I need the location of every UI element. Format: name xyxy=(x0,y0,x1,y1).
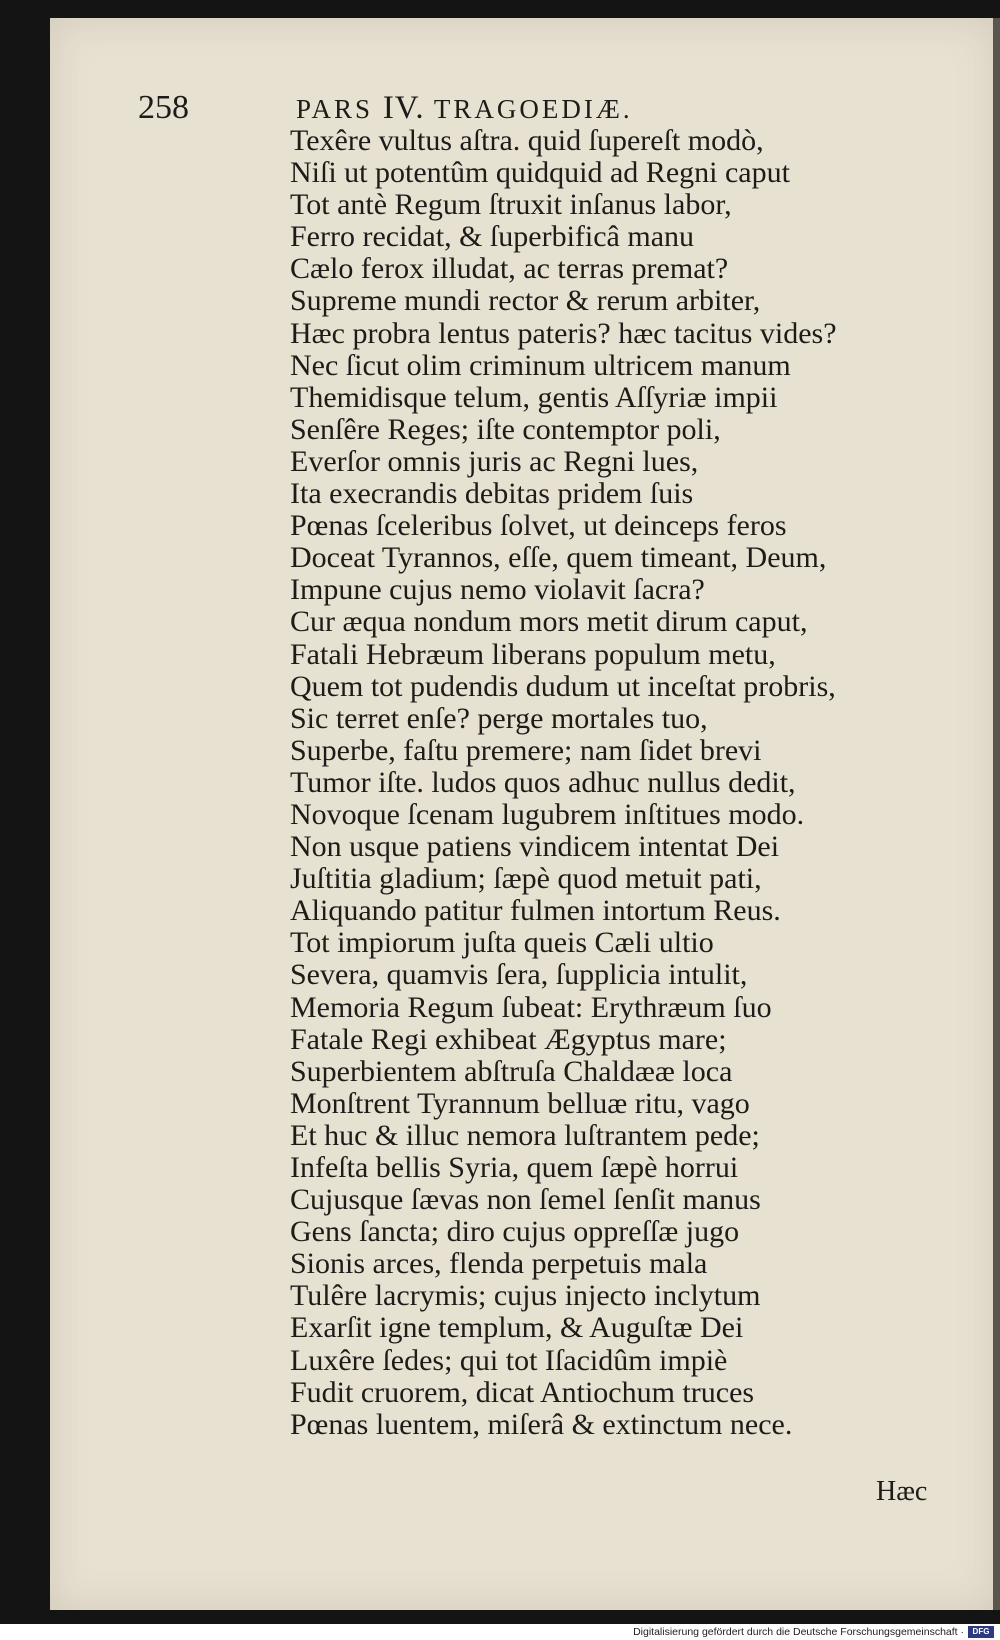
verse-line: Superbe, faſtu premere; nam ſidet brevi xyxy=(290,733,762,767)
verse-line: Memoria Regum ſubeat: Erythræum ſuo xyxy=(290,990,772,1024)
verse-line: Fatale Regi exhibeat Ægyptus mare; xyxy=(290,1022,727,1056)
verse-line: Novoque ſcenam lugubrem inſtitues modo. xyxy=(290,797,805,831)
verse-line: Tumor iſte. ludos quos adhuc nullus dedit, xyxy=(290,765,796,799)
verse-line: Themidisque telum, gentis Aſſyriæ impii xyxy=(290,380,778,414)
verse-line: Fatali Hebræum liberans populum metu, xyxy=(290,637,776,671)
verse-line: Senſêre Reges; iſte contemptor poli, xyxy=(290,412,721,446)
verse-line: Gens ſancta; diro cujus oppreſſæ jugo xyxy=(290,1215,740,1249)
catchword: Hæc xyxy=(876,1476,928,1507)
verse-line: Fudit cruorem, dicat Antiochum truces xyxy=(290,1375,755,1409)
verse-line: Quem tot pudendis dudum ut inceſtat probris, xyxy=(290,669,836,703)
footer-credit: Digitalisierung gefördert durch die Deutsche Forschungsgemeinschaft · xyxy=(633,1626,964,1638)
verse-line: Ferro recidat, & ſuperbificâ manu xyxy=(290,220,695,254)
verse-line: Texêre vultus aſtra. quid ſupereſt modò, xyxy=(290,124,764,157)
running-head-roman: IV. xyxy=(382,90,425,126)
verse-line: Non usque patiens vindicem intentat Dei xyxy=(290,830,780,864)
page-number: 258 xyxy=(138,89,189,126)
verse-line: Pœnas luentem, miſerâ & extinctum nece. xyxy=(290,1407,793,1441)
verse-line: Sic terret enſe? perge mortales tuo, xyxy=(290,701,708,735)
verse-line: Niſi ut potentûm quidquid ad Regni caput xyxy=(290,156,790,190)
verse-line: Cælo ferox illudat, ac terras premat? xyxy=(290,252,729,286)
verse-line: Ita execrandis debitas pridem ſuis xyxy=(290,477,694,511)
dfg-logo: DFG xyxy=(968,1626,994,1638)
verse-line: Aliquando patitur fulmen intortum Reus. xyxy=(290,894,781,928)
verse-line: Tot antè Regum ſtruxit inſanus labor, xyxy=(290,188,732,222)
verse-line: Luxêre ſedes; qui tot Iſacidûm impiè xyxy=(290,1343,728,1377)
running-head-pars: PARS xyxy=(296,94,374,124)
verse-line: Juſtitia gladium; ſæpè quod metuit pati, xyxy=(290,862,762,896)
verse-text xyxy=(290,125,980,1441)
page-edge xyxy=(993,18,1000,1610)
verse-line: Infeſta bellis Syria, quem ſæpè horrui xyxy=(290,1151,739,1184)
verse-line: Severa, quamvis ſera, ſupplicia intulit, xyxy=(290,958,748,992)
verse-line: Sionis arces, flenda perpetuis mala xyxy=(290,1247,708,1281)
running-head xyxy=(296,88,633,129)
verse-line: Nec ſicut olim criminum ultricem manum xyxy=(290,348,791,382)
verse-line: Everſor omnis juris ac Regni lues, xyxy=(290,444,699,478)
verse-line: Tot impiorum juſta queis Cæli ultio xyxy=(290,926,714,960)
running-head-title: TRAGOEDIÆ. xyxy=(433,94,633,124)
verse-line: Cur æqua nondum mors metit dirum caput, xyxy=(290,605,808,639)
verse-line: Hæc probra lentus pateris? hæc tacitus vides? xyxy=(290,316,837,350)
verse-line: Monſtrent Tyrannum belluæ ritu, vago xyxy=(290,1086,750,1120)
verse-line: Et huc & illuc nemora luſtrantem pede; xyxy=(290,1118,760,1152)
verse-line: Pœnas ſceleribus ſolvet, ut deinceps feros xyxy=(290,509,787,543)
page-header xyxy=(138,88,838,128)
verse-line: Exarſit igne templum, & Auguſtæ Dei xyxy=(290,1311,744,1345)
verse-line: Supreme mundi rector & rerum arbiter, xyxy=(290,284,761,318)
verse-line: Superbientem abſtruſa Chaldææ loca xyxy=(290,1054,733,1088)
verse-line: Impune cujus nemo violavit ſacra? xyxy=(290,573,705,607)
verse-line: Tulêre lacrymis; cujus injecto inclytum xyxy=(290,1279,761,1313)
verse-line: Cujusque ſævas non ſemel ſenſit manus xyxy=(290,1183,761,1217)
verse-line: Doceat Tyrannos, eſſe, quem timeant, Deum, xyxy=(290,541,827,575)
